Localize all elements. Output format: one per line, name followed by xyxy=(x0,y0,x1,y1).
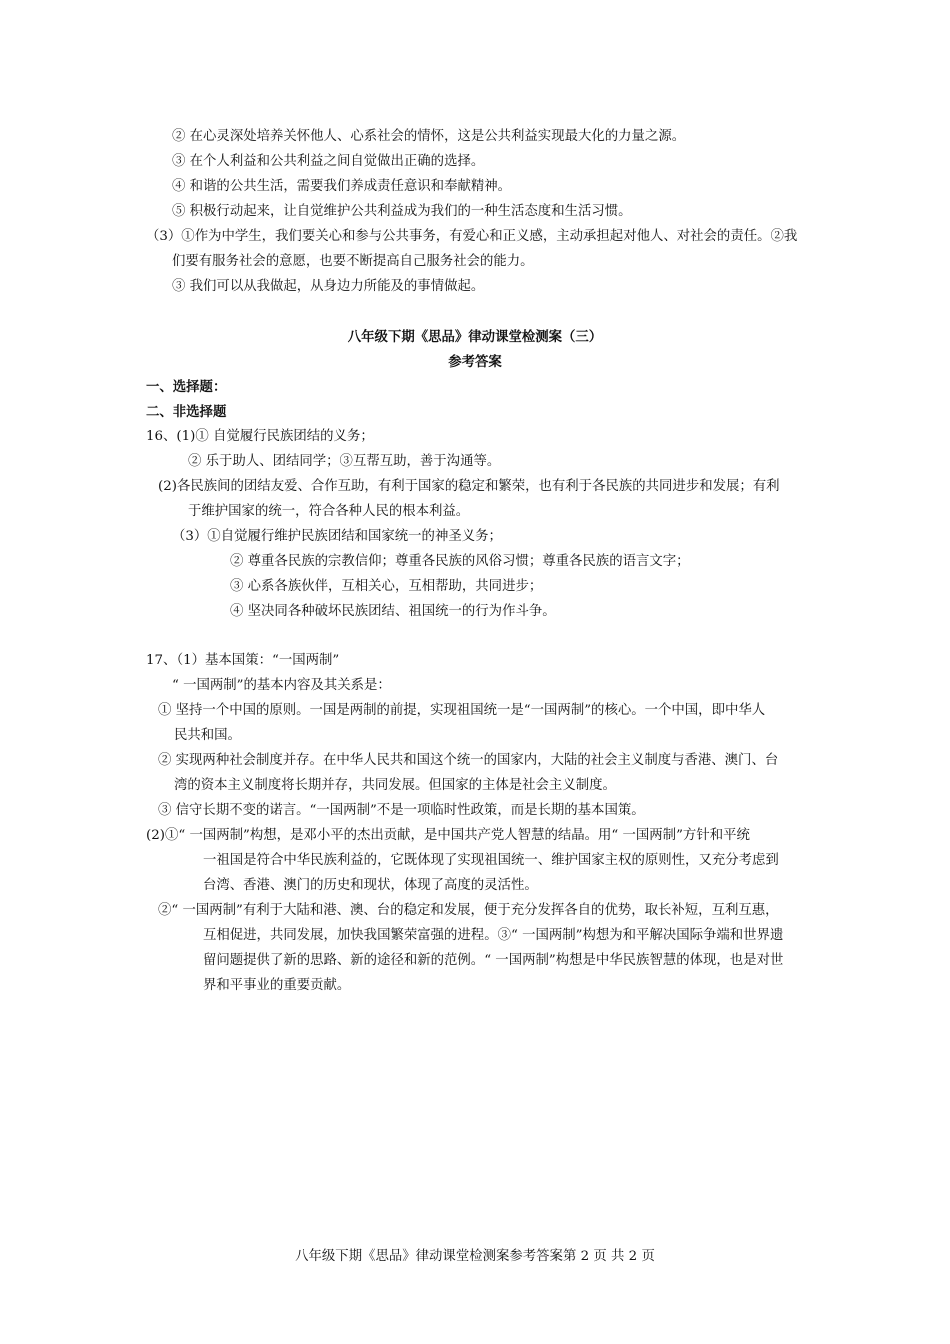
page-footer: 八年级下期《思品》律动课堂检测案参考答案第 2 页 共 2 页 xyxy=(295,1249,655,1264)
text-line: 互相促进，共同发展，加快我国繁荣富强的进程。③“ 一国两制”构想为和平解决国际争端和世界遗 xyxy=(203,928,784,943)
text-line: 一祖国是符合中华民族利益的，它既体现了实现祖国统一、维护国家主权的原则性，又充分考虑到 xyxy=(203,853,779,868)
section-heading: 一、选择题： xyxy=(146,379,227,395)
text-line: 湾的资本主义制度将长期并存，共同发展。但国家的主体是社会主义制度。 xyxy=(174,778,616,793)
text-line: 民共和国。 xyxy=(174,728,241,743)
text-line: ②“ 一国两制”有利于大陆和港、澳、台的稳定和发展，便于充分发挥各自的优势，取长补短，互利互惠， xyxy=(158,903,779,918)
text-line: （3）①作为中学生，我们要关心和参与公共事务，有爱心和正义感，主动承担起对他人、对社会的责任。②我 xyxy=(146,229,798,244)
text-line: (2)各民族间的团结友爱、合作互助，有利于国家的稳定和繁荣，也有利于各民族的共同进步和发展；有利 xyxy=(158,479,780,494)
section-heading: 二、非选择题 xyxy=(146,404,227,420)
text-line: ③ 我们可以从我做起，从身边力所能及的事情做起。 xyxy=(172,279,485,294)
text-line: ③ 在个人利益和公共利益之间自觉做出正确的选择。 xyxy=(172,154,485,169)
text-line: ⑤ 积极行动起来，让自觉维护公共利益成为我们的一种生活态度和生活习惯。 xyxy=(172,204,632,219)
text-line: 界和平事业的重要贡献。 xyxy=(203,978,351,993)
text-line: 留问题提供了新的思路、新的途径和新的范例。“ 一国两制”构想是中华民族智慧的体现，也是对世 xyxy=(203,953,784,968)
text-line: ② 在心灵深处培养关怀他人、心系社会的情怀，这是公共利益实现最大化的力量之源。 xyxy=(172,129,686,144)
text-line: ③ 信守长期不变的诺言。“一国两制”不是一项临时性政策，而是长期的基本国策。 xyxy=(158,803,645,818)
text-line: ② 尊重各民族的宗教信仰；尊重各民族的风俗习惯；尊重各民族的语言文字； xyxy=(230,554,690,569)
text-line: (2)①“ 一国两制”构想，是邓小平的杰出贡献，是中国共产党人智慧的结晶。用“ 一国两制”方针和平统 xyxy=(146,828,750,843)
page-subtitle: 参考答案 xyxy=(448,354,502,370)
text-line: ④ 坚决同各种破坏民族团结、祖国统一的行为作斗争。 xyxy=(230,604,556,619)
text-line: 17、（1）基本国策：“一国两制” xyxy=(146,653,340,668)
text-line: 16、(1)① 自觉履行民族团结的义务； xyxy=(146,429,374,444)
text-line: ④ 和谐的公共生活，需要我们养成责任意识和奉献精神。 xyxy=(172,179,512,194)
page-title: 八年级下期《思品》律动课堂检测案（三） xyxy=(347,329,603,345)
text-line: ② 乐于助人、团结同学；③互帮互助，善于沟通等。 xyxy=(188,454,501,469)
text-line: “ 一国两制”的基本内容及其关系是： xyxy=(172,678,391,693)
text-line: ① 坚持一个中国的原则。一国是两制的前提，实现祖国统一是“一国两制”的核心。一个中国，即中华人 xyxy=(158,703,766,718)
text-line: 们要有服务社会的意愿，也要不断提高自己服务社会的能力。 xyxy=(172,254,534,269)
text-line: 台湾、香港、澳门的历史和现状，体现了高度的灵活性。 xyxy=(203,878,538,893)
text-line: 于维护国家的统一，符合各种人民的根本利益。 xyxy=(188,504,470,519)
text-line: ③ 心系各族伙伴，互相关心，互相帮助，共同进步； xyxy=(230,579,543,594)
text-line: ② 实现两种社会制度并存。在中华人民共和国这个统一的国家内，大陆的社会主义制度与香港、澳门、台 xyxy=(158,753,779,768)
text-line: （3）①自觉履行维护民族团结和国家统一的神圣义务； xyxy=(172,529,502,544)
